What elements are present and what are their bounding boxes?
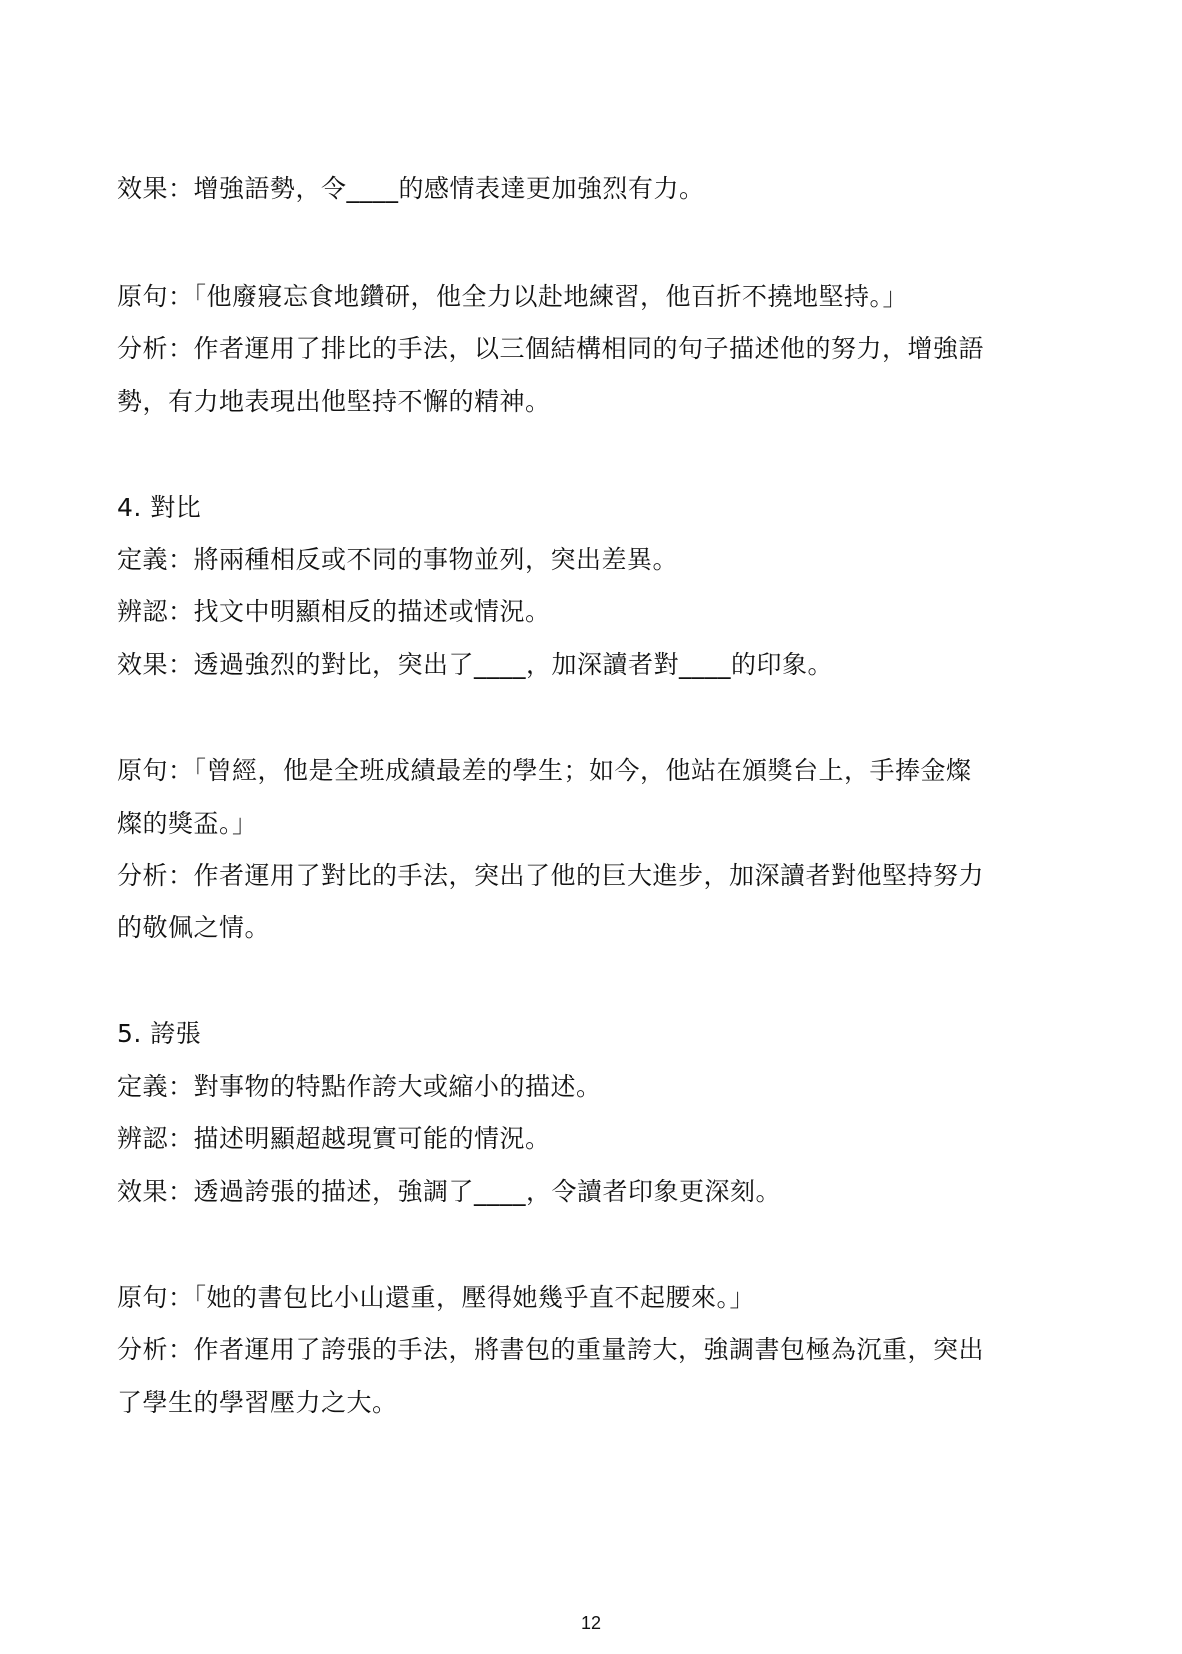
hyperbole-definition: 定義：對事物的特點作誇大或縮小的描述。: [117, 1072, 602, 1101]
contrast-original-line-1: 原句：「曾經，他是全班成績最差的學生；如今，他站在頒獎台上，手捧金燦: [117, 756, 972, 785]
parallelism-analysis-line-1: 分析：作者運用了排比的手法，以三個結構相同的句子描述他的努力，增強語: [117, 334, 985, 363]
contrast-heading: 4. 對比: [117, 493, 202, 522]
parallelism-effect: 效果：增強語勢，令____的感情表達更加強烈有力。: [117, 174, 705, 203]
contrast-analysis-line-2: 的敬佩之情。: [117, 913, 271, 942]
parallelism-analysis-line-2: 勢，有力地表現出他堅持不懈的精神。: [117, 387, 551, 416]
hyperbole-original-sentence: 原句：「她的書包比小山還重，壓得她幾乎直不起腰來。」: [117, 1283, 756, 1312]
contrast-effect: 效果：透過強烈的對比，突出了____，加深讀者對____的印象。: [117, 650, 834, 679]
contrast-definition: 定義：將兩種相反或不同的事物並列，突出差異。: [117, 545, 679, 574]
hyperbole-identify: 辨認：描述明顯超越現實可能的情況。: [117, 1124, 551, 1153]
hyperbole-effect: 效果：透過誇張的描述，強調了____，令讀者印象更深刻。: [117, 1177, 782, 1206]
hyperbole-analysis-line-1: 分析：作者運用了誇張的手法，將書包的重量誇大，強調書包極為沉重，突出: [117, 1335, 985, 1364]
contrast-original-line-2: 燦的獎盃。」: [117, 809, 258, 838]
page-number: 12: [580, 1613, 602, 1633]
parallelism-original-sentence: 原句：「他廢寢忘食地鑽研，他全力以赴地練習，他百折不撓地堅持。」: [117, 282, 909, 311]
hyperbole-heading: 5. 誇張: [117, 1019, 202, 1048]
hyperbole-analysis-line-2: 了學生的學習壓力之大。: [117, 1388, 398, 1417]
contrast-analysis-line-1: 分析：作者運用了對比的手法，突出了他的巨大進步，加深讀者對他堅持努力: [117, 861, 985, 890]
contrast-identify: 辨認：找文中明顯相反的描述或情況。: [117, 597, 551, 626]
